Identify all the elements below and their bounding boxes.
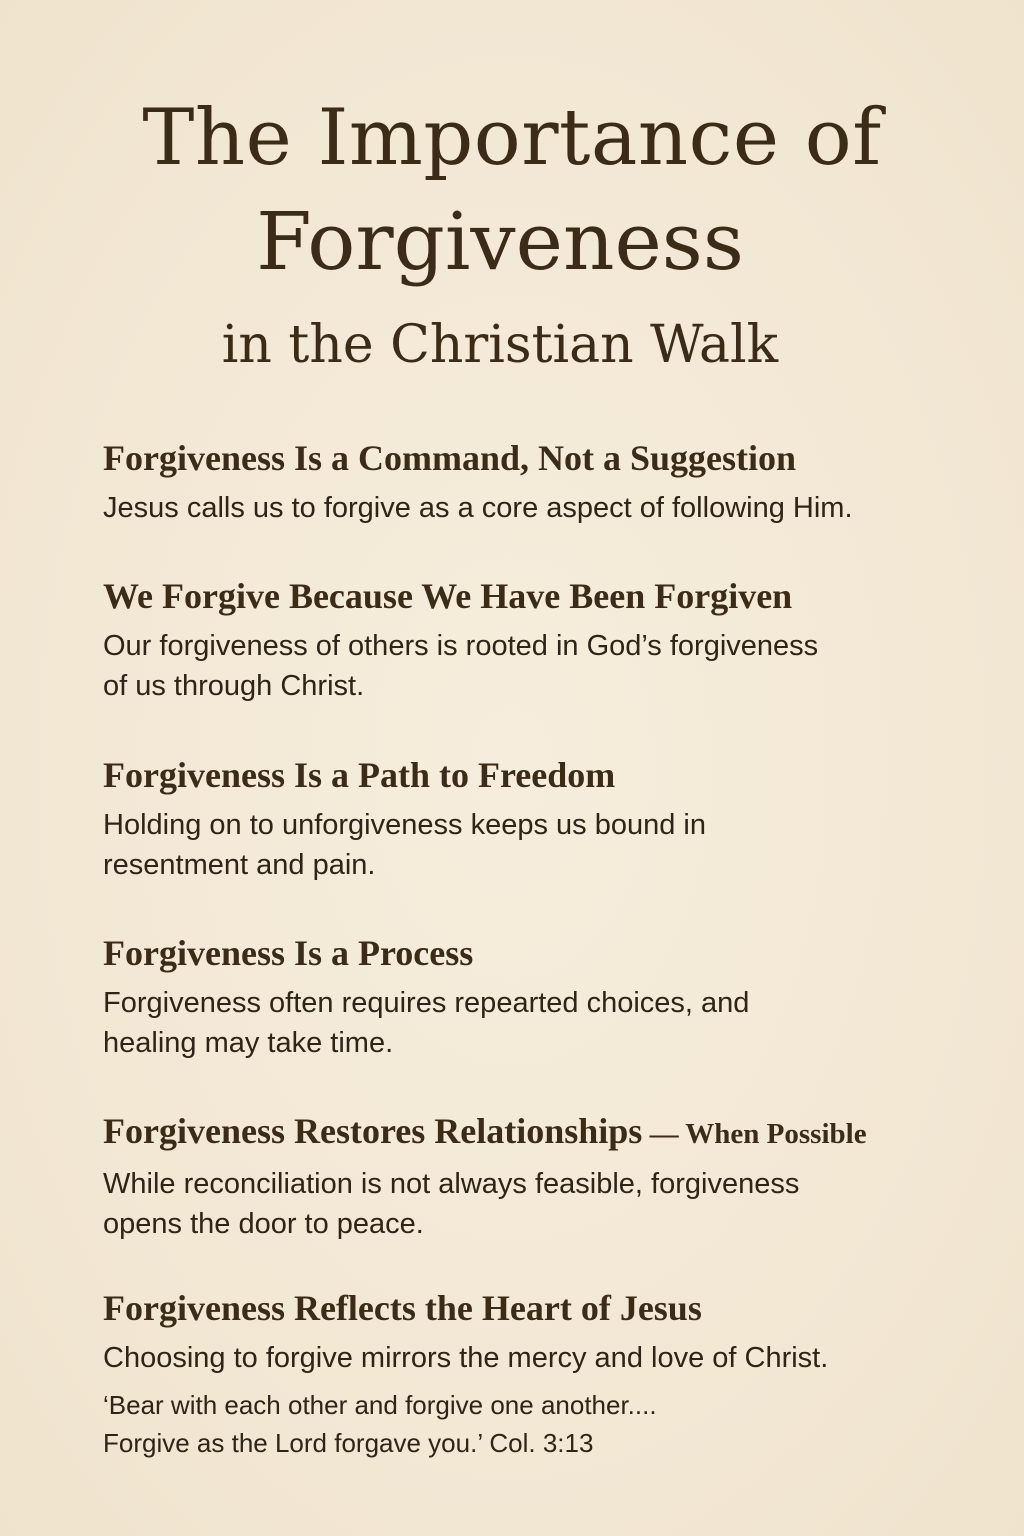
- scripture-quote-line: ‘Bear with each other and forgive one another....: [103, 1390, 657, 1420]
- section-body-line: Holding on to unforgiveness keeps us bound in: [103, 809, 706, 841]
- section-body-line: healing may take time.: [103, 1027, 394, 1059]
- section-heading: Forgiveness Is a Path to Freedom: [103, 755, 616, 795]
- scripture-quote-line: Forgive as the Lord forgave you.’ Col. 3:13: [103, 1428, 594, 1458]
- section-heading-suffix: — When Possible: [642, 1118, 867, 1150]
- scripture-quote: [103, 1386, 983, 1462]
- section-heading: Forgiveness Reflects the Heart of Jesus: [103, 1288, 702, 1328]
- section-body-line: resentment and pain.: [103, 849, 376, 881]
- section-body: [103, 983, 983, 1063]
- section-body-line: While reconciliation is not always feasible, forgiveness: [103, 1168, 800, 1200]
- section-heading: Forgiveness Is a Process: [103, 933, 474, 973]
- section-body: [103, 805, 983, 885]
- title-line-1: The Importance of: [142, 93, 882, 183]
- section-body: Choosing to forgive mirrors the mercy and love of Christ.: [103, 1342, 829, 1374]
- title-line-3: in the Christian Walk: [221, 315, 779, 375]
- section-freedom: [103, 753, 983, 885]
- section-body-line: Forgiveness often requires repearted choices, and: [103, 987, 750, 1019]
- section-process: [103, 931, 983, 1063]
- section-forgiven: [103, 574, 983, 706]
- title-line-2: Forgiveness: [256, 195, 744, 288]
- section-heading-main: Forgiveness Restores Relationships: [103, 1111, 643, 1151]
- section-relationships: [103, 1109, 983, 1244]
- section-heading: Forgiveness Is a Command, Not a Suggestion: [103, 438, 797, 478]
- section-heading: [103, 1109, 983, 1156]
- section-body: [103, 1164, 983, 1244]
- section-body-line: Our forgiveness of others is rooted in God’s forgiveness: [103, 630, 819, 662]
- section-body: Jesus calls us to forgive as a core aspect of following Him.: [103, 492, 853, 524]
- section-heart-of-jesus: [103, 1286, 983, 1462]
- section-body-line: opens the door to peace.: [103, 1208, 424, 1240]
- section-heading: We Forgive Because We Have Been Forgiven: [103, 576, 793, 616]
- section-body-line: of us through Christ.: [103, 670, 365, 702]
- section-body: [103, 626, 983, 706]
- section-command: [103, 436, 983, 528]
